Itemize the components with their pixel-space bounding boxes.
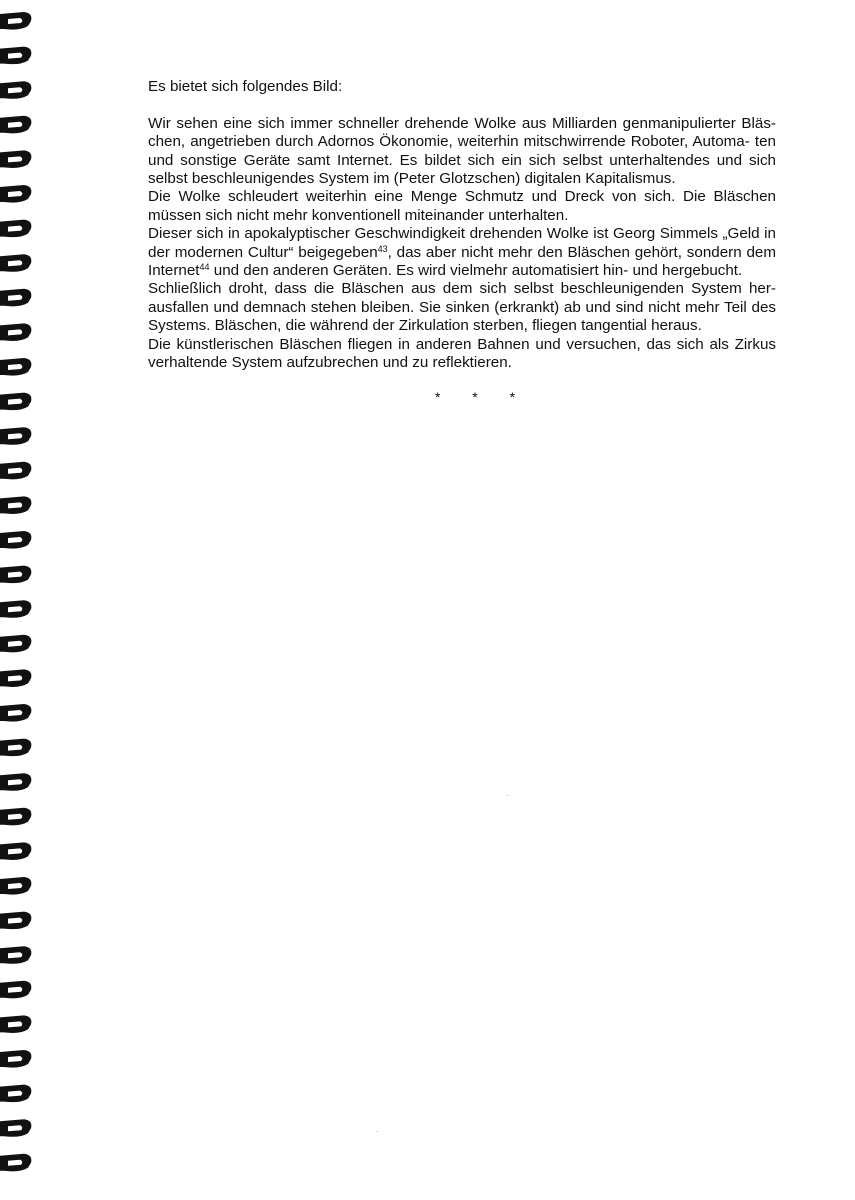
text-segment: , das aber nicht mehr den Bläschen gehört, sondern dem Internet [148, 243, 776, 280]
text-line: ausfallen und demnach stehen bleiben. Sie sinken (erkrankt) ab und sind nicht mehr Teil [148, 298, 747, 316]
binding-loop [0, 877, 31, 895]
binding-loop [0, 704, 31, 722]
text-segment: und den anderen Geräten. Es wird vielmehr automatisiert hin- und hergebucht. [209, 262, 743, 280]
binding-loop [0, 496, 31, 514]
binding-loop [0, 150, 31, 168]
binding-loop [0, 1085, 31, 1103]
section-separator: * * * [434, 389, 530, 406]
text-line: chen, angetrieben durch Adornos Ökonomie, weiterhin mitschwirrende Roboter, Automa- [148, 133, 750, 151]
paragraph-3 [148, 225, 776, 280]
text-line: Die künstlerischen Bläschen fliegen in anderen Bahnen und versuchen, das sich als Zirkus [148, 335, 776, 353]
binding-loop [0, 462, 31, 480]
binding-loop [0, 81, 31, 99]
binding-loop [0, 116, 31, 134]
binding-loop [0, 600, 31, 618]
spiral-binding [0, 0, 40, 1200]
footnote-ref-43[interactable]: 43 [377, 243, 388, 254]
paragraph-1 [148, 115, 776, 189]
binding-loop [0, 47, 31, 65]
binding-loop [0, 531, 31, 549]
binding-loop [0, 1050, 31, 1068]
binding-loop [0, 1015, 31, 1033]
binding-loop [0, 773, 31, 791]
binding-loop [0, 427, 31, 445]
text-line: selbst beschleunigendes System im (Peter Glotzschen) digitalen Kapitalismus. [148, 170, 676, 188]
text-line: des Systems. Bläschen, die während der Zirkulation sterben, fliegen tangential heraus. [148, 298, 776, 335]
paragraph-2 [148, 188, 776, 225]
scan-speck: · [506, 790, 509, 800]
binding-loop [0, 1154, 31, 1172]
text-line: Die Wolke schleudert weiterhin eine Menge Schmutz und Dreck von sich. Die Bläschen [148, 188, 776, 206]
text-line: Wir sehen eine sich immer schneller drehende Wolke aus Milliarden genmanipulierter Bläs- [148, 114, 776, 132]
binding-loop [0, 842, 31, 860]
binding-loop [0, 220, 31, 238]
binding-loop [0, 635, 31, 653]
intro-line: Es bietet sich folgendes Bild: [148, 78, 343, 95]
binding-loop [0, 254, 31, 272]
binding-loop [0, 912, 31, 930]
page-text [148, 78, 776, 407]
binding-loop [0, 981, 31, 999]
text-line: verhaltende System aufzubrechen und zu reflektieren. [148, 354, 512, 372]
binding-loop [0, 566, 31, 584]
binding-loop [0, 808, 31, 826]
binding-loop [0, 12, 31, 30]
footnote-ref-44[interactable]: 44 [199, 262, 210, 273]
text-segment: Dieser sich in apokalyptischer Geschwindigkeit drehenden Wolke ist Georg Simmels „Geld in der modernen Cultur“ beigegeben [148, 225, 776, 261]
scan-speck: · [376, 1126, 379, 1136]
binding-loop [0, 739, 31, 757]
binding-loop [0, 323, 31, 341]
text-line: Schließlich droht, dass die Bläschen aus dem sich selbst beschleunigenden System her- [148, 280, 776, 298]
binding-loop [0, 185, 31, 203]
binding-loop [0, 669, 31, 687]
paragraph-5 [148, 336, 776, 373]
binding-loop [0, 946, 31, 964]
text-line: müssen sich nicht mehr konventionell miteinander unterhalten. [148, 206, 569, 224]
binding-loop [0, 393, 31, 411]
paragraph-4 [148, 280, 776, 335]
binding-loop [0, 1119, 31, 1137]
binding-loop [0, 358, 31, 376]
binding-loop [0, 289, 31, 307]
text-line: ten und sonstige Geräte samt Internet. Es bildet sich ein sich selbst unterhaltendes und sich [148, 133, 776, 169]
